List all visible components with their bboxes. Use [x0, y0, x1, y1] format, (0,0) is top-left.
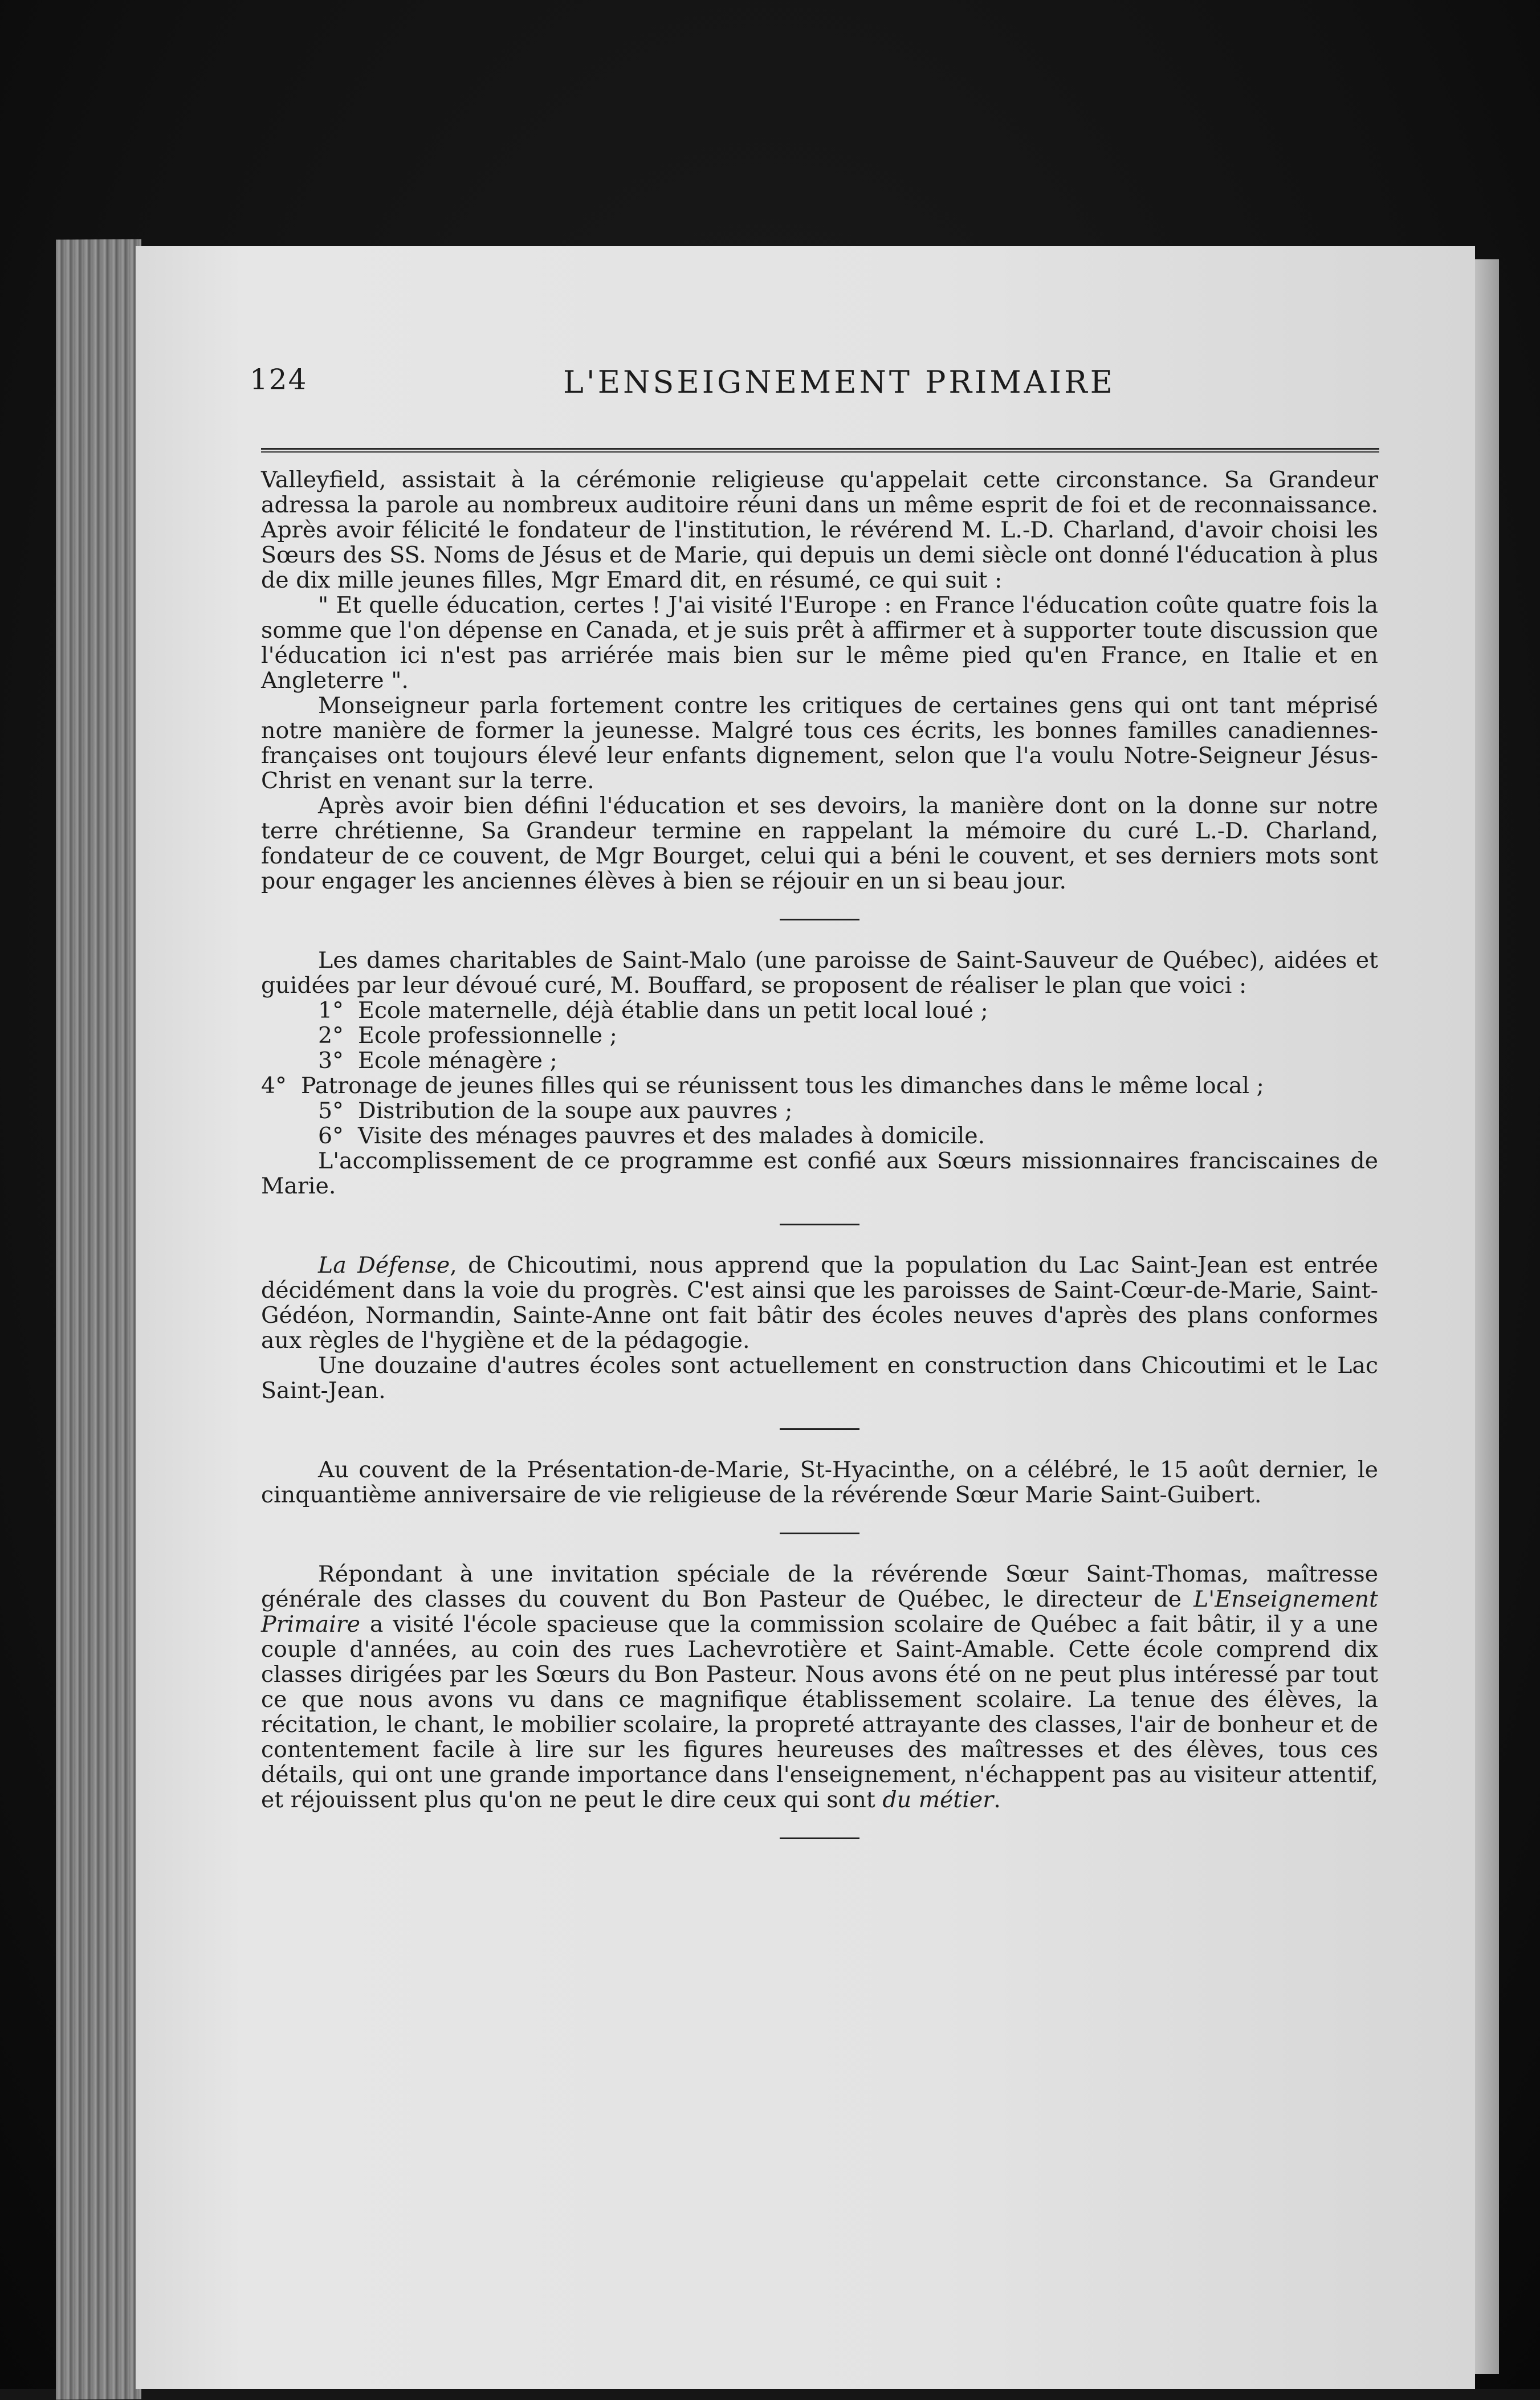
paragraph: [261, 1253, 1378, 1353]
list-text: Ecole ménagère ;: [358, 1048, 557, 1074]
paragraph-text: , de Chicoutimi, nous apprend que la population du Lac Saint-Jean est entrée décidément dans la voie du progrès. C'est ainsi que les paroisses de Saint-Cœur-de-Marie, Saint-Gédéon, Normandin, Sainte-Anne ont fait bâtir des écoles neuves d'après des plans conformes aux règles de l'hygiène et de la pédagogie.: [261, 1252, 1378, 1354]
paragraph: Les dames charitables de Saint-Malo (une paroisse de Saint-Sauveur de Québec), aidées et guidées par leur dévoué curé, M. Bouffard, se proposent de réaliser le plan que voici :: [261, 947, 1378, 999]
page-header: [250, 363, 1367, 408]
journal-title: L'Enseignement Primaire: [261, 1586, 1378, 1637]
paragraph: Au couvent de la Présentation-de-Marie, St-Hyacinthe, on a célébré, le 15 août dernier, le cinquantième anniversaire de vie religieuse de la révérende Sœur Marie Saint-Guibert.: [261, 1457, 1378, 1508]
section-divider: [780, 1224, 859, 1225]
paragraph: [261, 1562, 1378, 1812]
book-page: [136, 246, 1475, 2389]
list-text: Distribution de la soupe aux pauvres ;: [358, 1098, 793, 1124]
paragraph: Monseigneur parla fortement contre les critiques de certaines gens qui ont tant méprisé notre manière de former la jeunesse. Malgré tous ces écrits, les bonnes familles canadiennes-françaises ont toujours élevé leur enfants dignement, selon que l'a voulu Notre-Seigneur Jésus-Christ en venant sur la terre.: [261, 692, 1378, 794]
list-text: Ecole professionnelle ;: [358, 1022, 617, 1049]
list-item: [261, 1023, 1378, 1048]
list-number: 4°: [261, 1073, 287, 1099]
list-number: 3°: [318, 1048, 344, 1074]
paragraph-text: a visité l'école spacieuse que la commission scolaire de Québec a fait bâtir, il y a une couple d'années, au coin des rues Lachevrotière et Saint-Amable. Cette école comprend dix classes dirigées par les Sœurs du Bon Pasteur. Nous avons été on ne peut plus intéressé par tout ce que nous avons vu dans ce magnifique établissement scolaire. La tenue des élèves, la récitation, le chant, le mobilier scolaire, la propreté attrayante des classes, l'air de bonheur et de contentement facile à lire sur les figures heureuses des maîtresses et des élèves, tous ces détails, qui ont une grande importance dans l'enseignement, n'échappent pas au visiteur attentif, et réjouissent plus qu'on ne peut le dire ceux qui sont: [261, 1611, 1378, 1813]
list-number: 5°: [318, 1098, 344, 1124]
page-content: [261, 467, 1378, 1867]
header-rule: [261, 448, 1379, 453]
list-item: [261, 1123, 1378, 1148]
list-item: [261, 1098, 1378, 1123]
article-st-hyacinthe: [261, 1457, 1378, 1507]
section-divider: [780, 919, 859, 920]
page-number: 124: [250, 363, 308, 396]
paragraph: Une douzaine d'autres écoles sont actuellement en construction dans Chicoutimi et le Lac Saint-Jean.: [261, 1352, 1378, 1404]
article-saint-malo: [261, 948, 1378, 1199]
list-item: [261, 1073, 1378, 1098]
paragraph: Après avoir bien défini l'éducation et ses devoirs, la manière dont on la donne sur notre terre chrétienne, Sa Grandeur termine en rappelant la mémoire du curé L.-D. Charland, fondateur de ce couvent, de Mgr Bourget, celui qui a béni le couvent, et ses derniers mots sont pour engager les anciennes élèves à bien se réjouir en un si beau jour.: [261, 793, 1378, 894]
section-divider: [780, 1837, 859, 1839]
paragraph: Valleyfield, assistait à la cérémonie religieuse qu'appelait cette circonstance. Sa Grandeur adressa la parole au nombreux auditoire réuni dans un même esprit de foi et de reconnaissance. Après avoir félicité le fondateur de l'institution, le révérend M. L.-D. Charland, d'avoir choisi les Sœurs des SS. Noms de Jésus et de Marie, qui depuis un demi siècle ont donné l'éducation à plus de dix mille jeunes filles, Mgr Emard dit, en résumé, ce qui suit :: [261, 467, 1378, 593]
running-title: L'ENSEIGNEMENT PRIMAIRE: [563, 364, 1116, 400]
article-lac-saint-jean: [261, 1253, 1378, 1403]
quote-paragraph: " Et quelle éducation, certes ! J'ai visité l'Europe : en France l'éducation coûte quatre fois la somme que l'on dépense en Canada, et je suis prêt à affirmer et à supporter toute discussion que l'éducation ici n'est pas arriérée mais bien sur le même pied qu'en France, en Italie et en Angleterre ".: [261, 592, 1378, 694]
article-valleyfield: [261, 467, 1378, 894]
list-text: Ecole maternelle, déjà établie dans un petit local loué ;: [358, 997, 988, 1024]
list-item: [261, 1048, 1378, 1073]
list-number: 6°: [318, 1123, 344, 1149]
list-text: Patronage de jeunes filles qui se réunissent tous les dimanches dans le même local ;: [301, 1073, 1264, 1099]
italic-phrase: du métier: [882, 1787, 994, 1813]
paragraph: L'accomplissement de ce programme est confié aux Sœurs missionnaires franciscaines de Marie.: [261, 1148, 1378, 1199]
paragraph-text: .: [993, 1787, 1001, 1813]
plan-list: [261, 998, 1378, 1148]
newspaper-title: La Défense: [318, 1252, 450, 1278]
list-number: 2°: [318, 1022, 344, 1049]
section-divider: [780, 1533, 859, 1534]
book-page-stack: [56, 239, 141, 2399]
list-number: 1°: [318, 997, 344, 1024]
list-item: [261, 998, 1378, 1023]
paragraph-text: Répondant à une invitation spéciale de la révérende Sœur Saint-Thomas, maîtresse générale des classes du couvent du Bon Pasteur de Québec, le directeur de: [261, 1561, 1378, 1612]
list-text: Visite des ménages pauvres et des malades à domicile.: [358, 1123, 985, 1149]
article-bon-pasteur: [261, 1562, 1378, 1812]
section-divider: [780, 1428, 859, 1430]
